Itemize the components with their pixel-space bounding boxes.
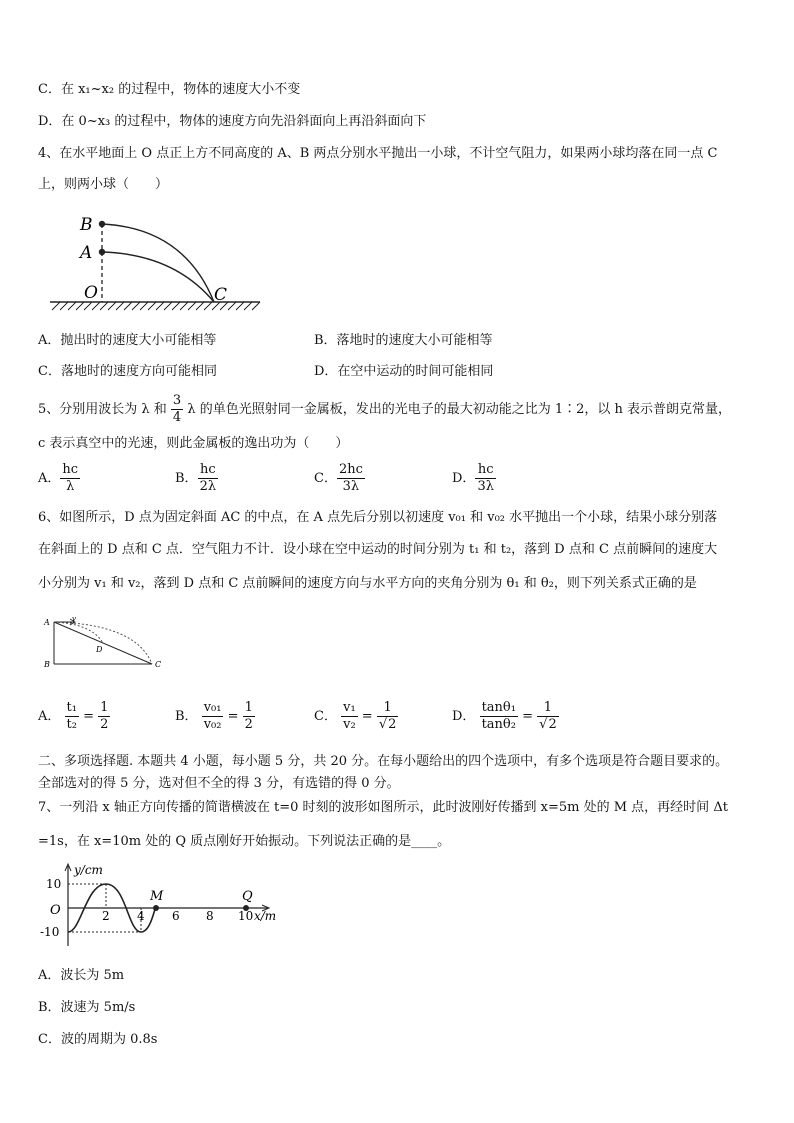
- q5-option-b: B． $\frac{hc}{2\lambda}$: [175, 462, 217, 494]
- q5-stem-line2: c 表示真空中的光速，则此金属板的逸出功为（ ）: [38, 436, 349, 451]
- point-a: [99, 249, 105, 255]
- q5-option-d: D． $\frac{hc}{3\lambda}$: [452, 462, 494, 494]
- fraction-3-4: $\frac{3}{4}$: [172, 393, 182, 425]
- section2-heading-line1: 二、多项选择题. 本题共 4 小题，每小题 5 分，共 20 分。在每小题给出的四个选项中，有多个选项是符合题目要求的。: [38, 754, 729, 769]
- x-tick-2: 2: [102, 909, 110, 923]
- q5-stem-line1: 5、分别用波长为 λ 和 $\frac{3}{4}$ λ 的单色光照射同一金属板，发出的光电子的最大初动能之比为 1∶2，以 h 表示普朗克常量，: [38, 393, 732, 425]
- q4-option-d: D．在空中运动的时间可能相同: [314, 364, 494, 379]
- label-c: C: [155, 660, 162, 669]
- y-tick-neg10: -10: [40, 925, 60, 939]
- x-tick-10: 10: [238, 909, 254, 923]
- label-m: M: [150, 889, 164, 904]
- q4-stem-line2: 上，则两小球（ ）: [38, 177, 169, 192]
- trajectory-from-b: [102, 224, 214, 302]
- q4-projectile-figure: [44, 208, 266, 318]
- x-tick-6: 6: [172, 909, 180, 923]
- q6-option-a: A． $\frac{\text{t₁}}{\text{t₂}}$ = $\frac{1}{2}$: [38, 700, 109, 732]
- label-a: A: [80, 243, 93, 263]
- q3-option-d: D．在 0~x₃ 的过程中，物体的速度方向先沿斜面向上再沿斜面向下: [38, 114, 427, 129]
- q4-option-b: B．落地时的速度大小可能相等: [314, 333, 493, 348]
- x-tick-8: 8: [206, 909, 214, 923]
- label-c: C: [214, 285, 228, 305]
- sqrt-symbol: √: [378, 717, 388, 732]
- ground-hatch: [50, 302, 260, 310]
- x-tick-4: 4: [137, 909, 145, 923]
- label-b: B: [44, 660, 50, 669]
- q6-stem-line2: 在斜面上的 D 点和 C 点．空气阻力不计．设小球在空中运动的时间分别为 t₁ 和 t₂，落到 D 点和 C 点前瞬间的速度大: [38, 542, 718, 557]
- q5-option-c: C． $\frac{2hc}{3\lambda}$: [314, 462, 363, 494]
- point-b: [99, 221, 105, 227]
- y-tick-10: 10: [46, 877, 62, 891]
- label-q: Q: [242, 889, 253, 904]
- q3-option-c: C．在 x₁~x₂ 的过程中，物体的速度大小不变: [38, 82, 301, 97]
- y-axis-label: y/cm: [74, 863, 103, 877]
- q4-stem-line1: 4、在水平地面上 O 点正上方不同高度的 A、B 两点分别水平抛出一小球，不计空气阻力，如果两小球均落在同一点 C: [38, 146, 718, 161]
- q7-option-b: B．波速为 5m/s: [38, 1000, 136, 1015]
- q7-option-a: A．波长为 5m: [38, 968, 125, 983]
- label-v: v: [72, 615, 76, 623]
- label-d: D: [96, 645, 103, 654]
- sqrt-symbol: √: [539, 717, 548, 732]
- label-a: A: [44, 618, 50, 627]
- point-m: [153, 905, 159, 911]
- q5-option-a: A． $\frac{hc}{\lambda}$: [38, 462, 79, 494]
- label-o: O: [84, 283, 98, 303]
- x-axis-label: x/m: [254, 909, 277, 923]
- q6-option-c: C． $\frac{\text{v₁}}{\text{v₂}}$ = $\frac{1}{√2}$: [314, 700, 397, 732]
- q4-option-c: C．落地时的速度方向可能相同: [38, 364, 217, 379]
- q7-wave-graph: [36, 860, 286, 952]
- origin-label: O: [50, 903, 61, 918]
- q4-option-a: A．抛出时的速度大小可能相等: [38, 333, 217, 348]
- section2-heading-line2: 全部选对的得 5 分，选对但不全的得 3 分，有选错的得 0 分。: [38, 776, 400, 791]
- q6-option-d: D． $\frac{\text{tanθ₁}}{\text{tanθ₂}}$ = $\frac{1}{√2}$: [452, 700, 557, 732]
- label-b: B: [80, 215, 93, 235]
- q6-stem-line3: 小分别为 v₁ 和 v₂，落到 D 点和 C 点前瞬间的速度方向与水平方向的夹角分别为 θ₁ 和 θ₂，则下列关系式正确的是: [38, 576, 697, 591]
- q6-stem-line1: 6、如图所示，D 点为固定斜面 AC 的中点，在 A 点先后分别以初速度 v₀₁ 和 v₀₂ 水平抛出一个小球，结果小球分别落: [38, 510, 718, 525]
- q7-option-c: C．波的周期为 0.8s: [38, 1032, 158, 1047]
- q6-option-b: B． $\frac{\text{v₀₁}}{\text{v₀₂}}$ = $\frac{1}{2}$: [175, 700, 253, 732]
- q7-stem-line1: 7、一列沿 x 轴正方向传播的简谐横波在 t=0 时刻的波形如图所示，此时波刚好传播到 x=5m 处的 M 点，再经时间 Δt: [38, 800, 728, 815]
- q7-stem-line2: =1s，在 x=10m 处的 Q 质点刚好开始振动。下列说法正确的是____。: [38, 834, 451, 849]
- trajectory-from-a: [102, 252, 214, 302]
- q6-incline-figure: [40, 612, 172, 672]
